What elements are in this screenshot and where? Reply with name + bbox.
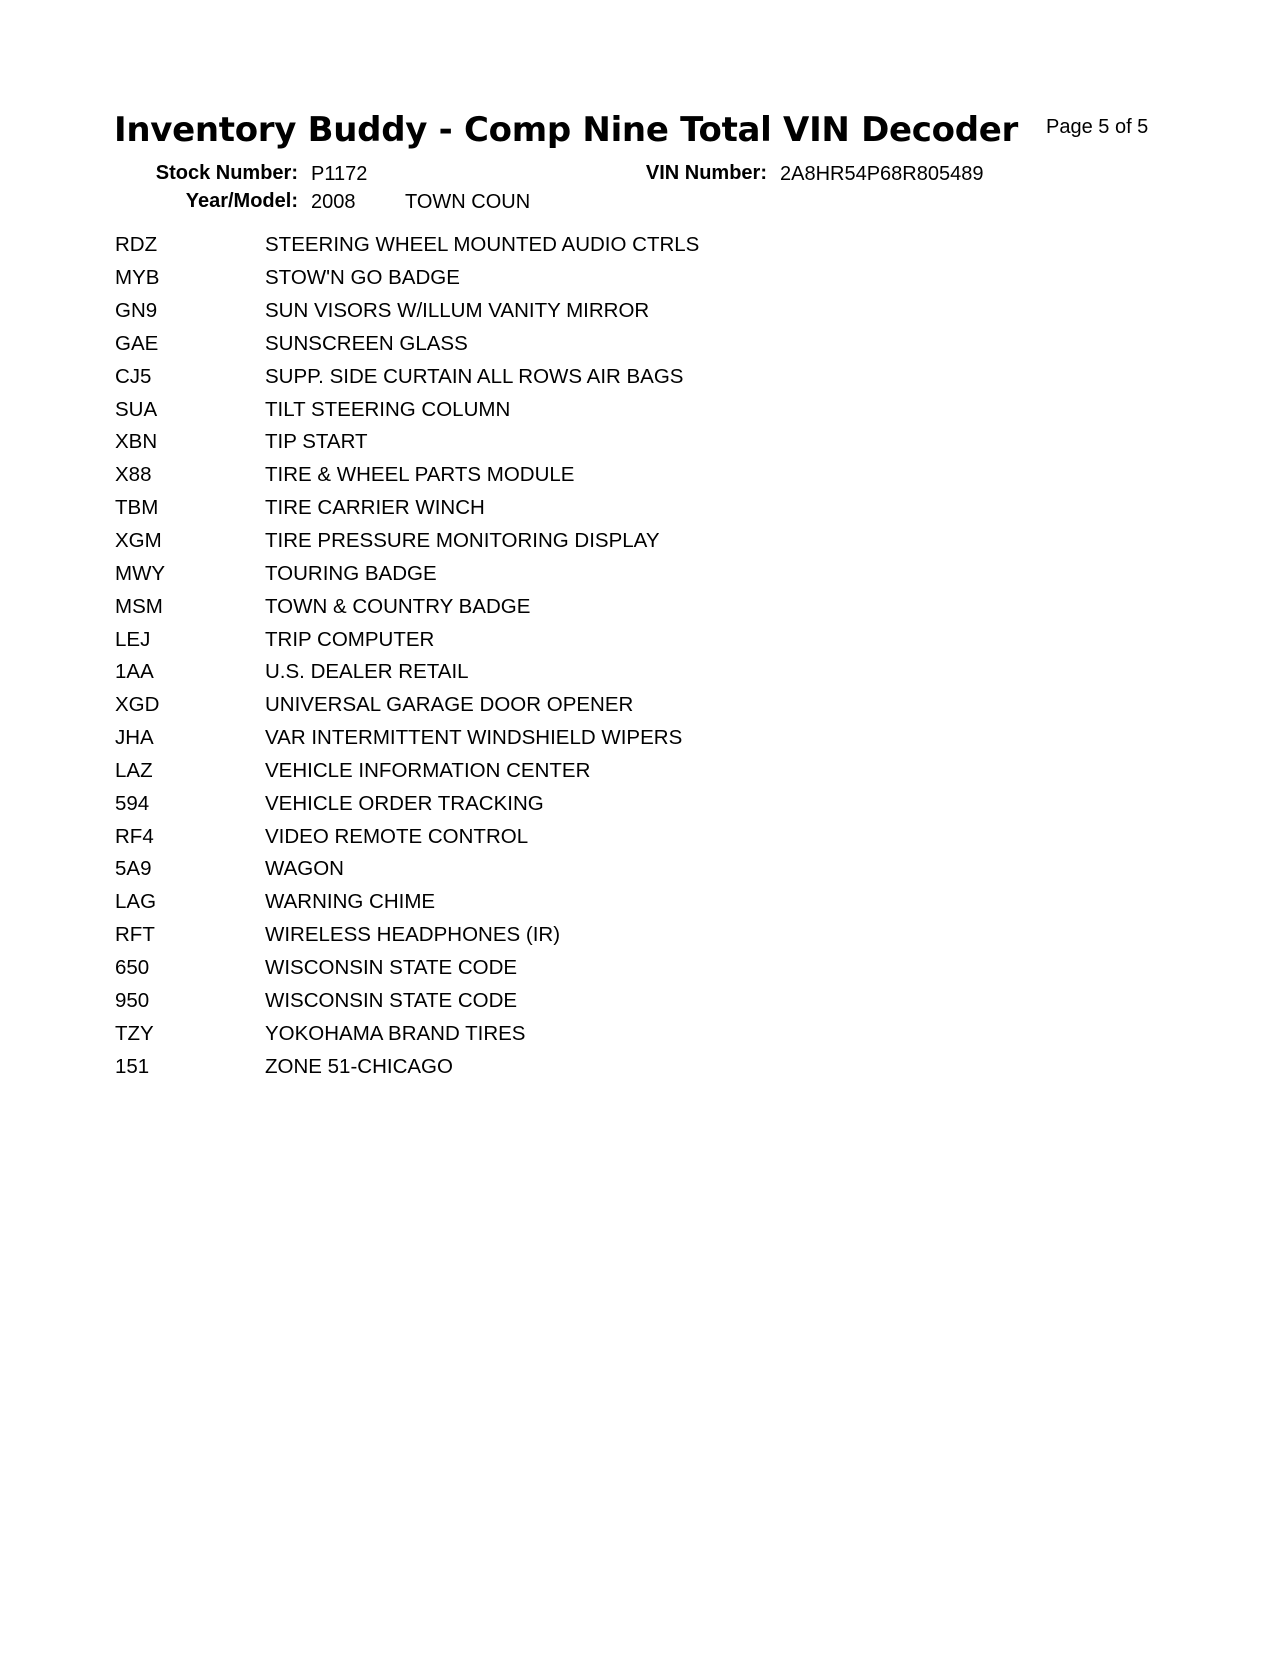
option-code: RF4 <box>115 824 154 848</box>
list-item <box>115 262 1015 295</box>
option-code: JHA <box>115 726 154 750</box>
list-item <box>115 787 1015 820</box>
option-description: VIDEO REMOTE CONTROL <box>265 824 529 848</box>
list-item <box>115 1050 1015 1083</box>
option-description: WIRELESS HEADPHONES (IR) <box>265 923 561 947</box>
option-description: TOURING BADGE <box>265 561 437 585</box>
list-item <box>115 886 1015 919</box>
list-item <box>115 459 1015 492</box>
option-description: STEERING WHEEL MOUNTED AUDIO CTRLS <box>265 233 700 257</box>
vin-number-label: VIN Number: <box>645 162 767 184</box>
option-description: TILT STEERING COLUMN <box>265 397 511 421</box>
option-description: TIRE & WHEEL PARTS MODULE <box>265 463 575 487</box>
list-item <box>115 919 1015 952</box>
option-code: 650 <box>115 955 150 979</box>
option-description: TIRE PRESSURE MONITORING DISPLAY <box>265 529 660 553</box>
option-description: TOWN & COUNTRY BADGE <box>265 594 531 618</box>
list-item <box>115 393 1015 426</box>
option-code: LAZ <box>115 758 153 782</box>
list-item <box>115 525 1015 558</box>
option-code: LAG <box>115 890 157 914</box>
option-description: YOKOHAMA BRAND TIRES <box>265 1021 526 1045</box>
option-code-list <box>115 229 1015 1083</box>
option-code: MSM <box>115 594 163 618</box>
option-code: 594 <box>115 791 150 815</box>
option-code: LEJ <box>115 627 151 651</box>
list-item <box>115 853 1015 886</box>
list-item <box>115 722 1015 755</box>
option-code: MYB <box>115 266 160 290</box>
option-code: 5A9 <box>115 857 152 881</box>
option-code: SUA <box>115 397 158 421</box>
option-description: TRIP COMPUTER <box>265 627 435 651</box>
model-value: TOWN COUN <box>405 191 531 213</box>
option-description: UNIVERSAL GARAGE DOOR OPENER <box>265 693 634 717</box>
list-item <box>115 984 1015 1017</box>
list-item <box>115 656 1015 689</box>
list-item <box>115 952 1015 985</box>
option-code: MWY <box>115 561 166 585</box>
option-code: CJ5 <box>115 364 152 388</box>
option-description: WISCONSIN STATE CODE <box>265 955 518 979</box>
option-code: TZY <box>115 1021 154 1045</box>
option-code: 1AA <box>115 660 154 684</box>
option-description: U.S. DEALER RETAIL <box>265 660 469 684</box>
option-code: 950 <box>115 988 150 1012</box>
option-description: STOW'N GO BADGE <box>265 266 460 290</box>
list-item <box>115 328 1015 361</box>
list-item <box>115 492 1015 525</box>
option-code: X88 <box>115 463 152 487</box>
list-item <box>115 689 1015 722</box>
list-item <box>115 1017 1015 1050</box>
option-description: SUN VISORS W/ILLUM VANITY MIRROR <box>265 299 650 323</box>
option-code: TBM <box>115 496 159 520</box>
option-description: VEHICLE INFORMATION CENTER <box>265 758 591 782</box>
year-model-label: Year/Model: <box>185 190 298 212</box>
option-code: RFT <box>115 923 155 947</box>
option-description: WISCONSIN STATE CODE <box>265 988 518 1012</box>
list-item <box>115 426 1015 459</box>
option-code: RDZ <box>115 233 158 257</box>
list-item <box>115 623 1015 656</box>
option-description: SUNSCREEN GLASS <box>265 331 468 355</box>
list-item <box>115 590 1015 623</box>
list-item <box>115 360 1015 393</box>
option-code: 151 <box>115 1054 150 1078</box>
option-description: SUPP. SIDE CURTAIN ALL ROWS AIR BAGS <box>265 364 684 388</box>
stock-number-label: Stock Number: <box>155 162 298 184</box>
option-code: XBN <box>115 430 158 454</box>
option-description: VAR INTERMITTENT WINDSHIELD WIPERS <box>265 726 683 750</box>
option-description: ZONE 51-CHICAGO <box>265 1054 453 1078</box>
option-description: WARNING CHIME <box>265 890 436 914</box>
page-title: Inventory Buddy - Comp Nine Total VIN Decoder <box>114 110 1018 150</box>
option-description: TIP START <box>265 430 368 454</box>
page-number: Page 5 of 5 <box>1046 116 1149 138</box>
option-code: XGD <box>115 693 160 717</box>
option-description: TIRE CARRIER WINCH <box>265 496 485 520</box>
list-item <box>115 755 1015 788</box>
list-item <box>115 557 1015 590</box>
list-item <box>115 295 1015 328</box>
option-code: GN9 <box>115 299 158 323</box>
year-value: 2008 <box>311 191 356 213</box>
option-code: XGM <box>115 529 162 553</box>
stock-number-value: P1172 <box>311 163 368 185</box>
option-code: GAE <box>115 331 159 355</box>
list-item <box>115 229 1015 262</box>
option-description: VEHICLE ORDER TRACKING <box>265 791 544 815</box>
option-description: WAGON <box>265 857 344 881</box>
vin-number-value: 2A8HR54P68R805489 <box>780 163 984 185</box>
list-item <box>115 820 1015 853</box>
